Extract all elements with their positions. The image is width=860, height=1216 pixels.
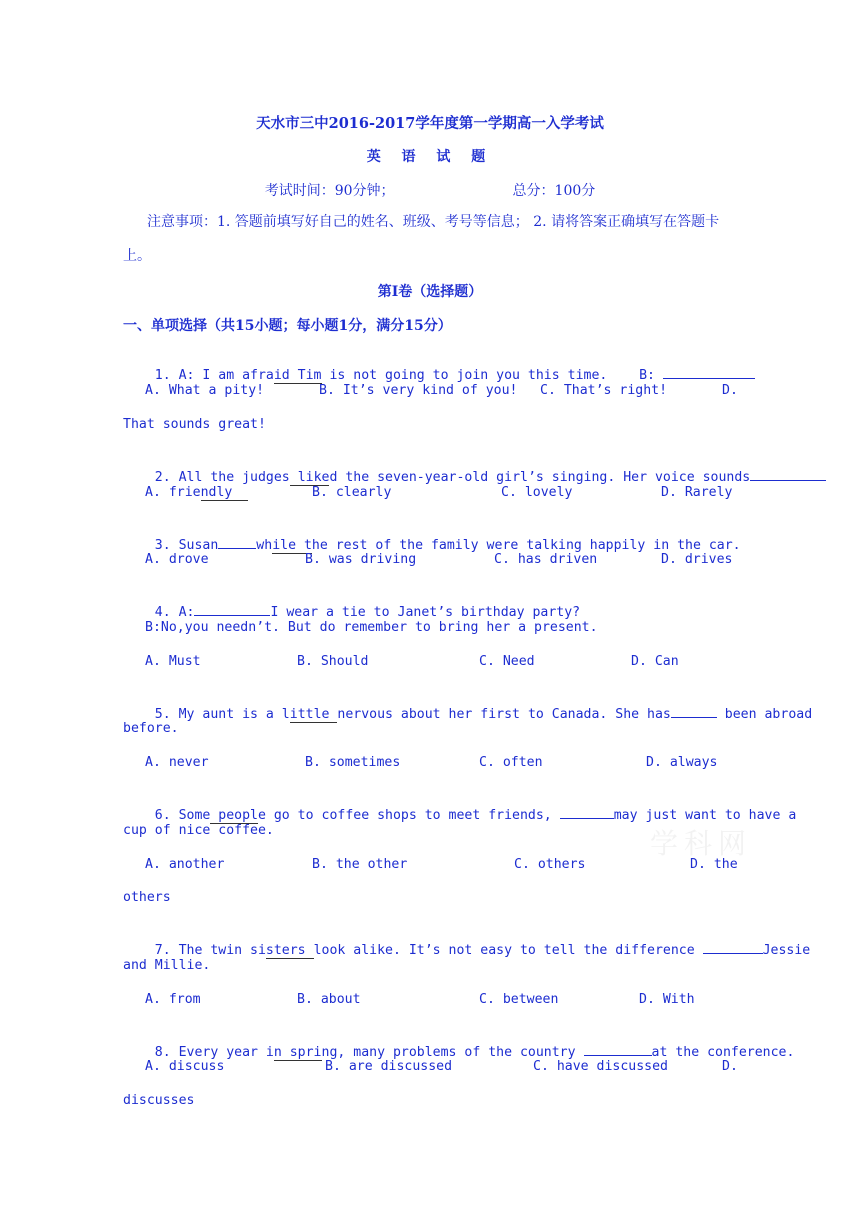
options-3a: A. drove — [145, 552, 209, 567]
exam-subtitle: 英 语 试 题 — [366, 149, 494, 165]
options-1-cont: That sounds great! — [123, 417, 266, 432]
question-2: 2. All the judges liked the seven-year-old girl’s singing. Her voice sounds — [123, 451, 738, 501]
options-7d: D. With — [639, 992, 695, 1007]
options-5c: C. often — [479, 755, 543, 770]
question-7: 7. The twin sisters look alike. It’s not easy to tell the difference Jessie — [123, 924, 738, 974]
answer-blank[interactable] — [584, 1041, 652, 1056]
options-4a: A. Must — [145, 654, 201, 669]
question-5-cont: before. — [123, 721, 179, 736]
options-2a: A. friendly — [145, 485, 249, 500]
exam-meta — [0, 180, 860, 200]
exam-title: 天水市三中2016-2017学年度第一学期高一入学考试 — [256, 115, 604, 132]
options-5d: D. always — [646, 755, 718, 770]
options-4c: C. Need — [479, 654, 535, 669]
options-6-cont: others — [123, 890, 171, 905]
notice-text: 注意事项：1. 答题前填写好自己的姓名、班级、考号等信息； 2. 请将答案正确填写在答题卡上。 — [123, 214, 720, 264]
options-6b: B. the other — [312, 857, 408, 872]
options-1d: D. — [722, 383, 738, 398]
question-4-reply: B:No,you needn’t. But do remember to bring her a present. — [145, 620, 598, 635]
answer-blank[interactable] — [663, 364, 755, 379]
question-4: 4. A: I wear a tie to Janet’s birthday party? — [123, 586, 738, 635]
options-1c: C. That’s right! — [540, 383, 668, 398]
question-5: 5. My aunt is a little nervous about her first to Canada. She has been abroad — [123, 688, 738, 738]
options-6c: C. others — [514, 857, 586, 872]
answer-blank[interactable] — [560, 804, 614, 819]
options-5b: B. sometimes — [305, 755, 401, 770]
options-7b: B. about — [297, 992, 361, 1007]
question-7-cont: and Millie. — [123, 958, 211, 973]
options-7a: A. from — [145, 992, 201, 1007]
question-8: 8. Every year in spring, many problems of the country at the conference. — [123, 1026, 738, 1076]
options-6a: A. another — [145, 857, 225, 872]
options-3d: D. drives — [661, 552, 733, 567]
options-2b: B. clearly — [312, 485, 392, 500]
options-5a: A. never — [145, 755, 209, 770]
options-8a: A. discuss — [145, 1059, 225, 1074]
options-3b: B. was driving — [305, 552, 417, 567]
score-label: 总分：100分 — [512, 183, 596, 199]
options-1a: A. What a pity! — [145, 383, 265, 398]
answer-blank[interactable] — [218, 534, 256, 549]
watermark: 学科网 — [650, 827, 753, 860]
options-6d: D. the — [690, 857, 738, 872]
options-8-cont: discusses — [123, 1093, 195, 1108]
answer-blank[interactable] — [671, 703, 717, 718]
options-2c: C. lovely — [501, 485, 573, 500]
question-6-cont: cup of nice coffee. — [123, 823, 274, 838]
answer-blank[interactable] — [194, 601, 270, 616]
time-label: 考试时间：90分钟； — [264, 183, 395, 199]
question-1: 1. A: I am afraid Tim is not going to join you this time. B: — [123, 349, 738, 399]
options-1b: B. It’s very kind of you! — [319, 383, 518, 398]
section-title: 第I卷（选择题） — [377, 284, 483, 300]
options-4b: B. Should — [297, 654, 369, 669]
part-title: 一、单项选择（共15小题；每小题1分，满分15分） — [123, 318, 452, 334]
options-7c: C. between — [479, 992, 559, 1007]
answer-blank[interactable] — [703, 939, 763, 954]
options-4d: D. Can — [631, 654, 679, 669]
answer-blank[interactable] — [750, 466, 826, 481]
question-3: 3. Susan while the rest of the family were talking happily in the car. — [123, 519, 738, 569]
options-8b: B. are discussed — [325, 1059, 453, 1074]
options-8d: D. — [722, 1059, 738, 1074]
question-6: 6. Some people go to coffee shops to meet friends, may just want to have a — [123, 789, 738, 839]
options-3c: C. has driven — [494, 552, 598, 567]
options-8c: C. have discussed — [533, 1059, 668, 1074]
options-2d: D. Rarely — [661, 485, 733, 500]
